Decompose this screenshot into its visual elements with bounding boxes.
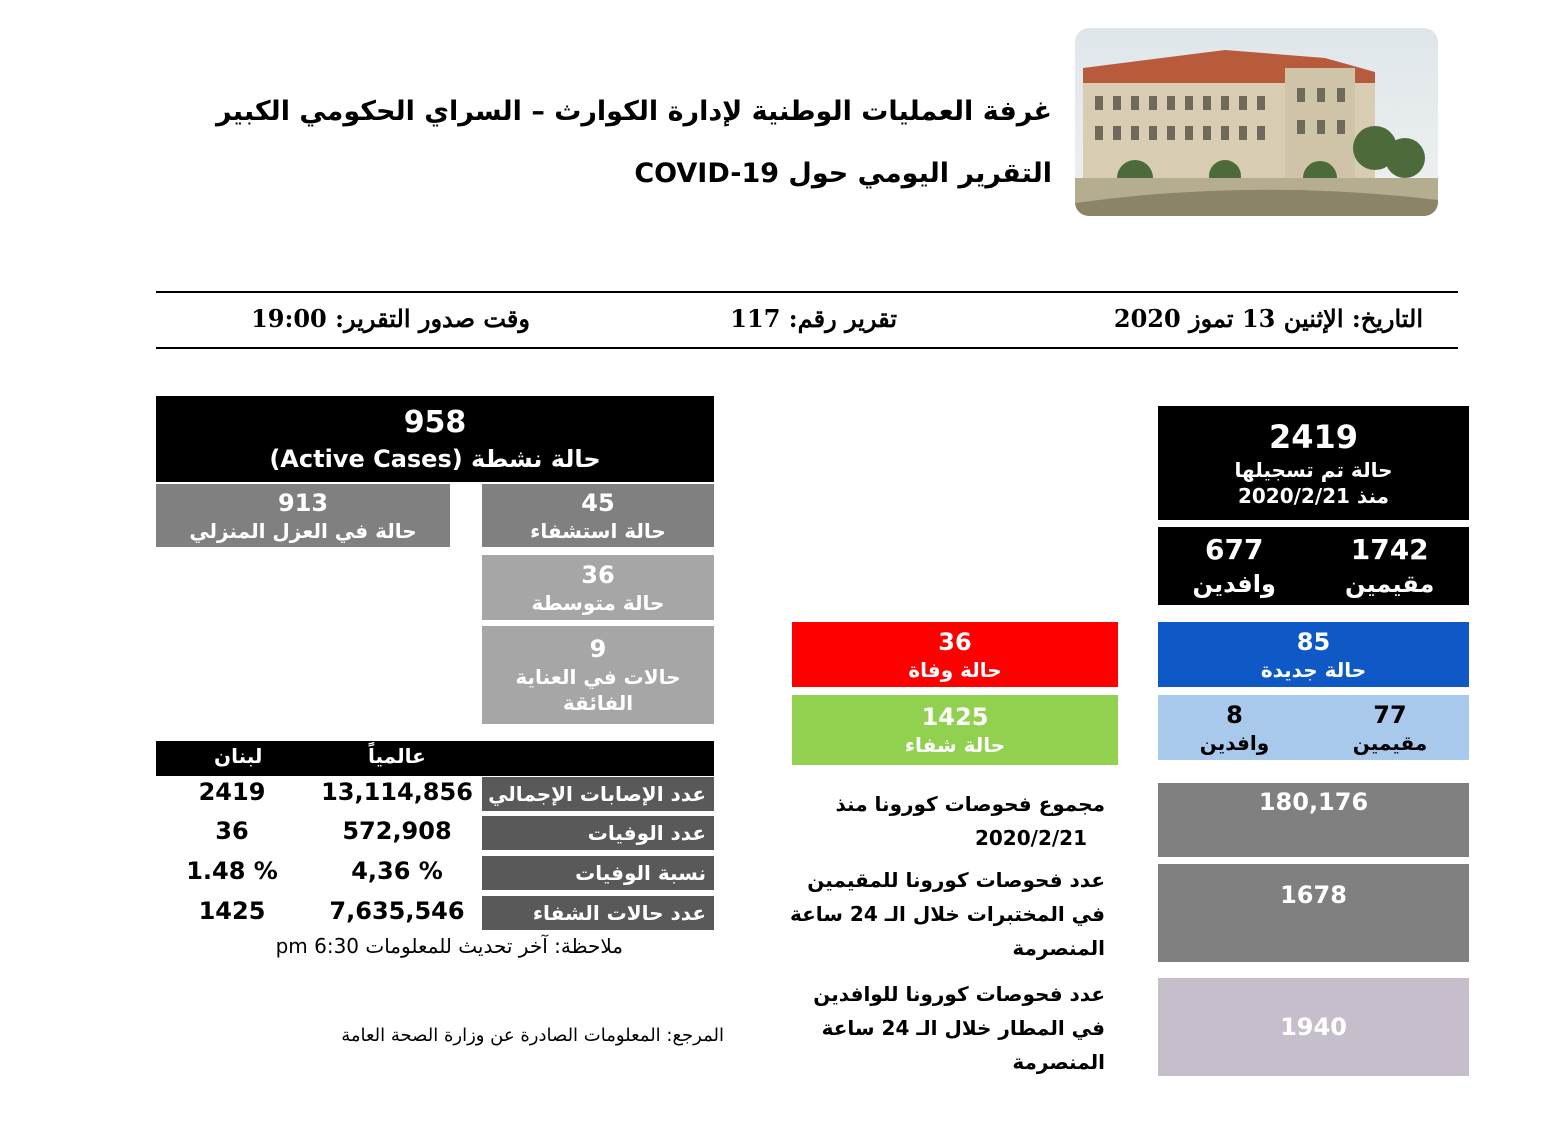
deaths-label: حالة وفاة	[908, 657, 1002, 682]
hospitalized-value: 45	[581, 488, 615, 517]
moderate-label: حالة متوسطة	[531, 590, 665, 615]
recovered-label: حالة شفاء	[904, 733, 1006, 757]
resident-tests-box	[1158, 864, 1469, 962]
bottom-divider	[156, 347, 1458, 349]
col-lebanon-header: لبنان	[214, 744, 263, 768]
total-cases-box	[1158, 406, 1469, 520]
row-deaths-global: 572,908	[342, 817, 452, 845]
active-cases-box	[156, 396, 714, 482]
total-arrivals	[1193, 532, 1276, 600]
report-number: تقرير رقم: 117	[730, 304, 897, 333]
new-cases-box	[1158, 622, 1469, 687]
total-residents	[1345, 532, 1434, 600]
new-cases-split	[1158, 695, 1469, 760]
total-residents-value: 1742	[1350, 533, 1429, 566]
resident-tests-label-line2: في المختبرات خلال الـ 24 ساعة	[789, 902, 1105, 926]
row-death-rate-global: 4,36 %	[351, 857, 443, 885]
arrival-tests-box	[1158, 978, 1469, 1076]
arrival-tests-label	[813, 977, 1105, 1079]
row-recovered-lebanon: 1425	[198, 897, 266, 925]
hospitalized-label: حالة استشفاء	[530, 518, 666, 543]
active-cases-value: 958	[403, 405, 467, 440]
total-tests-label-line1: مجموع فحوصات كورونا منذ	[835, 792, 1105, 816]
recovered-value: 1425	[921, 703, 989, 731]
total-cases-label-line2: منذ 2020/2/21	[1237, 484, 1390, 508]
total-arrivals-label: وافدين	[1192, 570, 1276, 598]
col-global-header: عالمياً	[368, 744, 426, 768]
new-arrivals-label: وافدين	[1199, 730, 1270, 755]
home-isolation-value: 913	[277, 488, 329, 517]
total-cases-value: 2419	[1268, 418, 1359, 456]
new-residents	[1353, 700, 1428, 756]
resident-tests-label-line1: عدد فحوصات كورونا للمقيمين	[807, 868, 1105, 892]
icu-value: 9	[589, 635, 607, 663]
total-tests-label-line2: 2020/2/21	[974, 826, 1087, 850]
row-death-rate-lebanon: 1.48 %	[186, 857, 278, 885]
row-deaths-label: عدد الوفيات	[482, 816, 714, 850]
grand-serail-photo	[1075, 28, 1438, 216]
home-isolation-label: حالة في العزل المنزلي	[189, 518, 417, 543]
resident-tests-label-line3: المنصرمة	[1012, 936, 1105, 960]
total-cases-split	[1158, 527, 1469, 605]
icu-box	[482, 626, 714, 724]
new-cases-value: 85	[1296, 627, 1331, 656]
active-cases-label: حالة نشطة (Active Cases)	[269, 445, 601, 473]
total-tests-label	[835, 787, 1105, 855]
total-cases-label-line1: حالة تم تسجيلها	[1234, 458, 1393, 482]
icu-label-line1: حالات في العناية	[515, 665, 681, 689]
arrival-tests-label-line2: في المطار خلال الـ 24 ساعة	[821, 1016, 1105, 1040]
report-issue-time: وقت صدور التقرير: 19:00	[251, 304, 530, 333]
moderate-box	[482, 555, 714, 620]
report-date: التاريخ: الإثنين 13 تموز 2020	[1113, 304, 1423, 333]
top-divider	[156, 291, 1458, 293]
world-table-header	[156, 741, 714, 776]
new-arrivals-value: 8	[1226, 700, 1243, 729]
row-total-cases-global: 13,114,856	[321, 778, 473, 806]
resident-tests-value: 1678	[1280, 881, 1347, 909]
icu-label-line2: الفائقة	[562, 691, 634, 715]
deaths-box	[792, 622, 1118, 687]
report-subtitle: التقرير اليومي حول COVID-19	[634, 158, 1052, 189]
arrival-tests-label-line3: المنصرمة	[1012, 1050, 1105, 1074]
new-arrivals	[1200, 700, 1269, 756]
report-title: غرفة العمليات الوطنية لإدارة الكوارث – السراي الحكومي الكبير	[216, 96, 1052, 127]
row-deaths-lebanon: 36	[215, 817, 249, 845]
total-residents-label: مقيمين	[1345, 570, 1435, 598]
row-total-cases-lebanon: 2419	[198, 778, 266, 806]
recovered-box	[792, 695, 1118, 765]
home-isolation-box	[156, 484, 450, 547]
resident-tests-label	[790, 863, 1105, 965]
total-tests-box	[1158, 783, 1469, 857]
new-residents-label: مقيمين	[1352, 730, 1428, 755]
hospitalized-box	[482, 484, 714, 547]
deaths-value: 36	[938, 627, 972, 656]
update-note: ملاحظة: آخر تحديث للمعلومات 6:30 pm	[275, 934, 623, 958]
row-recovered-label: عدد حالات الشفاء	[482, 896, 714, 930]
row-total-cases-label: عدد الإصابات الإجمالي	[482, 777, 714, 811]
row-death-rate-label: نسبة الوفيات	[482, 856, 714, 890]
arrival-tests-label-line1: عدد فحوصات كورونا للوافدين	[813, 982, 1105, 1006]
arrival-tests-value: 1940	[1280, 1013, 1347, 1041]
total-arrivals-value: 677	[1204, 533, 1264, 566]
total-tests-value: 180,176	[1258, 788, 1369, 816]
new-residents-value: 77	[1373, 700, 1407, 729]
source-note: المرجع: المعلومات الصادرة عن وزارة الصحة العامة	[341, 1025, 724, 1046]
row-recovered-global: 7,635,546	[329, 897, 465, 925]
moderate-value: 36	[581, 560, 615, 589]
new-cases-label: حالة جديدة	[1260, 657, 1367, 682]
